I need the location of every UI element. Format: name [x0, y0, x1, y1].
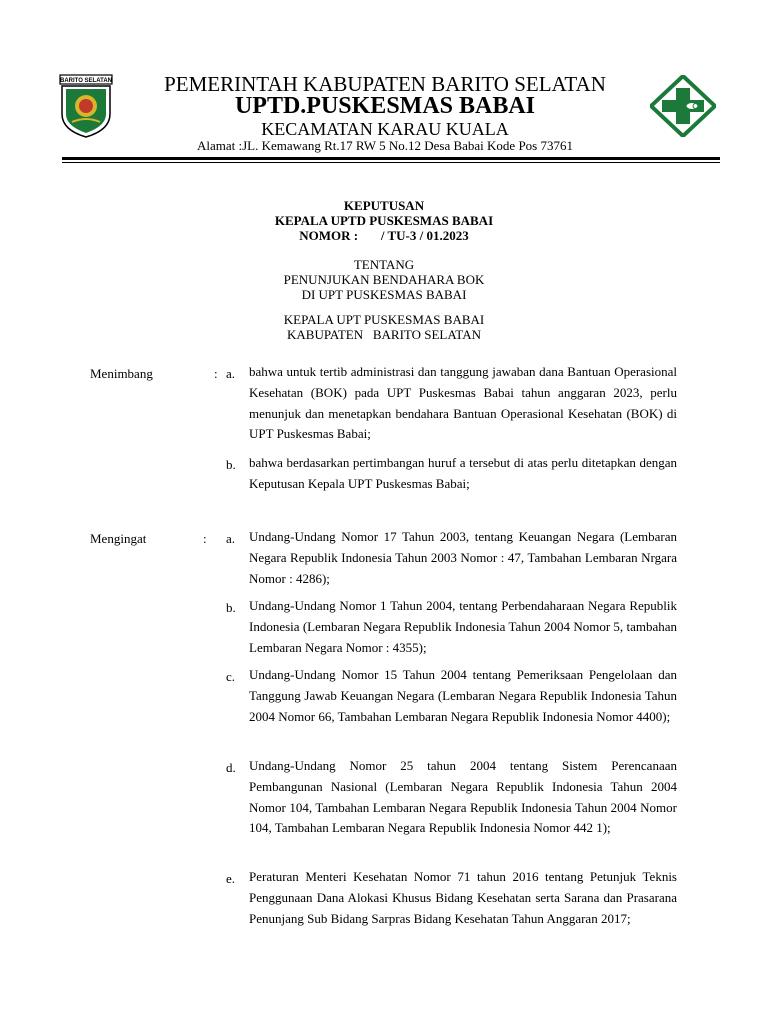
- puskesmas-logo: [650, 75, 716, 137]
- letterhead-rule-thin: [62, 162, 720, 163]
- mengingat-b-letter: b.: [226, 600, 236, 615]
- decree-official: [0, 312, 768, 342]
- government-name: PEMERINTAH KABUPATEN BARITO SELATAN: [164, 72, 606, 96]
- menimbang-b-text: bahwa berdasarkan pertimbangan huruf a tersebut di atas perlu ditetapkan dengan Keputusan Kepala UPT Puskesmas Babai;: [249, 455, 677, 491]
- mengingat-c-text: Undang-Undang Nomor 15 Tahun 2004 tentang Pemeriksaan Pengelolaan dan Tanggung Jawab Keuangan Negara (Lembaran Negara Republik Indonesia Tahun 2004 Nomor 66, Tambahan Lembaran Negara Republik Indonesia Nomor 4400);: [249, 667, 677, 724]
- menimbang-label: Menimbang: [90, 366, 153, 381]
- mengingat-c-letter: c.: [226, 669, 236, 684]
- decree-title-line2: KEPALA UPTD PUSKESMAS BABAI: [274, 213, 494, 228]
- institution-name: UPTD.PUSKESMAS BABAI: [234, 93, 536, 119]
- mengingat-colon: :: [203, 531, 207, 546]
- mengingat-e-letter: e.: [226, 871, 236, 886]
- letterhead-rule-thick: [62, 157, 720, 160]
- mengingat-a-text: Undang-Undang Nomor 17 Tahun 2003, tentang Keuangan Negara (Lembaran Negara Republik Indonesia Tahun 2003 Nomor : 47, Tambahan Lembaran Nrgara Nomor : 4286);: [249, 529, 677, 586]
- menimbang-b-letter: b.: [226, 457, 236, 472]
- decree-title: [0, 198, 768, 243]
- mengingat-label: Mengingat: [90, 531, 147, 546]
- mengingat-a-letter: a.: [226, 531, 236, 546]
- menimbang-a-text: bahwa untuk tertib administrasi dan tanggung jawaban dana Bantuan Operasional Kesehatan (BOK) pada UPT Puskesmas Babai tahun anggaran 2023, perlu menunjuk dan menetapkan bendahara Bantuan Operasional Kesehatan (BOK) di UPT Puskesmas Babai;: [249, 364, 677, 442]
- menimbang-a-letter: a.: [226, 366, 236, 381]
- subject-line2: DI UPT PUSKESMAS BABAI: [301, 287, 467, 302]
- district-name: KECAMATAN KARAU KUALA: [261, 119, 509, 139]
- mengingat-b-text: Undang-Undang Nomor 1 Tahun 2004, tentang Perbendaharaan Negara Republik Indonesia (Lembaran Negara Republik Indonesia Tahun 2004 Nomor 5, tambahan Lembaran Negara Nomor : 4355);: [249, 598, 677, 655]
- mengingat-e-text: Peraturan Menteri Kesehatan Nomor 71 tahun 2016 tentang Petunjuk Teknis Penggunaan Dana Alokasi Khusus Bidang Kesehatan serta Sarana dan Prasarana Penunjang Sub Bidang Sarpras Bidang Kesehatan Tahun Anggaran 2017;: [249, 869, 677, 926]
- tentang-label: TENTANG: [353, 257, 415, 272]
- menimbang-colon: :: [214, 366, 218, 381]
- official-line1: KEPALA UPT PUSKESMAS BABAI: [283, 312, 485, 327]
- logo-left-text: BARITO SELATAN: [60, 78, 112, 84]
- official-line2: KABUPATEN BARITO SELATAN: [287, 327, 481, 342]
- barito-selatan-regency-logo: [58, 74, 114, 138]
- decree-title-line1: KEPUTUSAN: [343, 198, 425, 213]
- subject-line1: PENUNJUKAN BENDAHARA BOK: [283, 272, 485, 287]
- decree-number: NOMOR : / TU-3 / 01.2023: [299, 228, 469, 243]
- mengingat-d-letter: d.: [226, 760, 236, 775]
- address: Alamat :JL. Kemawang Rt.17 RW 5 No.12 Desa Babai Kode Pos 73761: [197, 138, 573, 153]
- mengingat-d-text: Undang-Undang Nomor 25 tahun 2004 tentang Sistem Perencanaan Pembangunan Nasional (Lembaran Negara Republik Indonesia Tahun 2004 Nomor 104, Tambahan Lembaran Negara Republik Indonesia Tahun 2004 Nomor 104, Tambahan Lembaran Negara Republik Indonesia Nomor 442 1);: [249, 758, 677, 836]
- decree-subject: [0, 257, 768, 302]
